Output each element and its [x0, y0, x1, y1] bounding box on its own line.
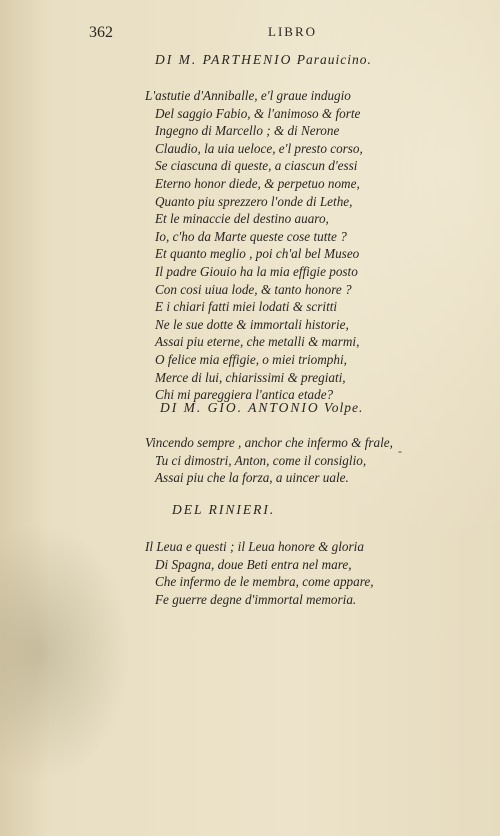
- heading-surname: Parauicino.: [296, 52, 372, 67]
- verse-line: Ingegno di Marcello ; & di Nerone: [155, 123, 340, 139]
- verse-line: Et quanto meglio , poi ch'al bel Museo: [155, 246, 360, 262]
- heading-author: DI M. GIO. ANTONIO: [160, 400, 320, 415]
- verse-line: Claudio, la uia ueloce, e'l presto corso,: [155, 140, 363, 156]
- verse-line: Che infermo de le membra, come appare,: [155, 574, 374, 590]
- verse-line: Con cosi uiua lode, & tanto honore ?: [155, 281, 352, 297]
- page-number: 362: [89, 24, 113, 41]
- running-head: LIBRO: [268, 24, 317, 39]
- verse-line: Tu ci dimostri, Anton, come il consiglio,: [155, 452, 367, 468]
- heading-author: DEL RINIERI.: [172, 502, 276, 517]
- verse-line: Eterno honor diede, & perpetuo nome,: [155, 175, 360, 191]
- poem-volpe: [145, 434, 393, 487]
- section-heading-parthenio: [155, 52, 372, 68]
- verse-line: Se ciascuna di queste, a ciascun d'essi: [155, 158, 358, 174]
- verse-line: Il padre Giouio ha la mia effigie posto: [155, 263, 358, 279]
- verse-line: Assai piu che la forza, a uincer uale.: [155, 470, 349, 486]
- heading-author: DI M. PARTHENIO: [155, 52, 293, 67]
- verse-line: Merce di lui, chiarissimi & pregiati,: [155, 369, 346, 385]
- section-heading-rinieri: [172, 502, 275, 518]
- verse-line: Ne le sue dotte & immortali historie,: [155, 316, 349, 332]
- poem-parthenio: [145, 87, 363, 404]
- verse-line: Vincendo sempre , anchor che infermo & frale,: [145, 435, 393, 450]
- verse-line: Del saggio Fabio, & l'animoso & forte: [155, 105, 361, 121]
- verse-line: Assai piu eterne, che metalli & marmi,: [155, 334, 360, 350]
- margin-mark: -: [398, 444, 402, 458]
- verse-line: Et le minaccie del destino auaro,: [155, 211, 329, 227]
- verse-line: Chi mi pareggiera l'antica etade?: [155, 387, 334, 403]
- verse-line: Il Leua e questi ; il Leua honore & gloria: [145, 539, 364, 554]
- verse-line: Di Spagna, doue Beti entra nel mare,: [155, 556, 352, 572]
- verse-line: L'astutie d'Anniballe, e'l graue indugio: [145, 88, 351, 103]
- verse-line: Quanto piu sprezzero l'onde di Lethe,: [155, 193, 353, 209]
- poem-rinieri: [145, 538, 374, 608]
- verse-line: Io, c'ho da Marte queste cose tutte ?: [155, 228, 347, 244]
- verse-line: E i chiari fatti miei lodati & scritti: [155, 299, 338, 315]
- heading-surname: Volpe.: [324, 400, 364, 415]
- verse-line: O felice mia effigie, o miei triomphi,: [155, 351, 347, 367]
- section-heading-volpe: [160, 400, 363, 416]
- verse-line: Fe guerre degne d'immortal memoria.: [155, 591, 357, 607]
